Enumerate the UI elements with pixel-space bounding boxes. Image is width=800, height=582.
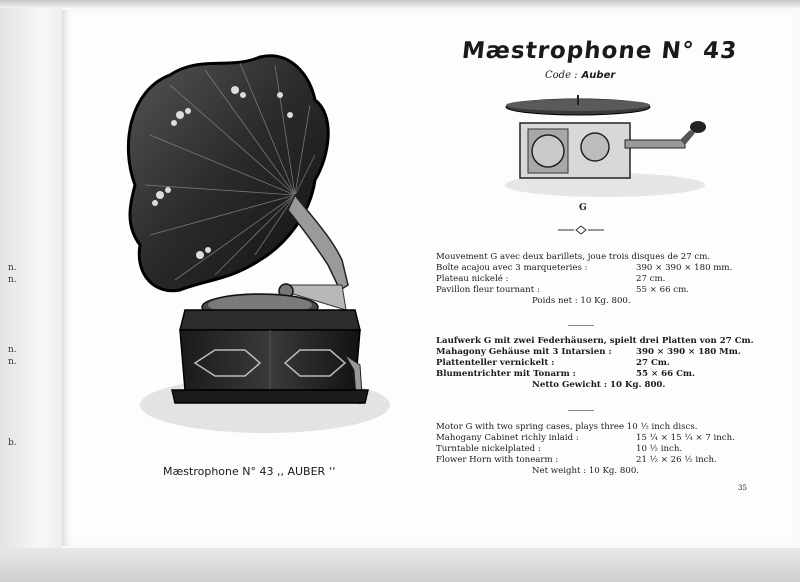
spec-row — [436, 380, 754, 391]
spec-row — [436, 347, 754, 358]
spec-value: 15 ¼ × 15 ¼ × 7 inch. — [636, 433, 735, 443]
top-shadow — [0, 0, 800, 8]
spec-text: Flower Horn with tonearm : — [436, 455, 559, 465]
spec-row — [436, 422, 698, 433]
spec-row — [436, 369, 754, 380]
spec-text: Plateau nickelé : — [436, 274, 509, 284]
section-divider — [568, 325, 594, 326]
spec-text: Motor G with two spring cases, plays three 10 ½ inch discs. — [436, 422, 698, 432]
edge-letter: n. — [8, 275, 17, 285]
spec-row — [436, 263, 733, 274]
edge-letter: n. — [8, 357, 17, 367]
spec-english — [436, 422, 735, 477]
spec-value: 27 cm. — [636, 274, 666, 284]
spec-row — [436, 296, 710, 307]
spec-row — [436, 285, 710, 296]
spec-row — [436, 444, 698, 455]
spec-text: Mouvement G avec deux barillets, joue trois disques de 27 cm. — [436, 252, 711, 262]
motor-mechanism-illustration — [500, 95, 710, 200]
spec-value: 390 × 390 × 180 Mm. — [636, 347, 741, 357]
spec-value: 10 ½ inch. — [636, 444, 683, 454]
spec-text: Plattenteller vernickelt : — [436, 358, 555, 368]
spec-row — [436, 433, 735, 444]
spec-value: 27 Cm. — [636, 358, 670, 368]
spec-text: Pavillon fleur tournant : — [436, 285, 540, 295]
spec-german — [436, 336, 754, 391]
gramophone-illustration — [110, 45, 400, 440]
spec-text: Laufwerk G mit zwei Federhäusern, spielt drei Platten von 27 Cm. — [436, 336, 754, 346]
spec-text: Turntable nickelplated : — [436, 444, 541, 454]
spec-text: Boîte acajou avec 3 marqueteries : — [436, 263, 588, 273]
product-title: Mæstrophone N° 43 — [460, 38, 739, 64]
spec-value: 21 ½ × 26 ½ inch. — [636, 455, 717, 465]
edge-letter: n. — [8, 263, 17, 273]
edge-letter: n. — [8, 345, 17, 355]
illustration-caption: Mæstrophone N° 43 ,, AUBER ‘‘ — [163, 465, 336, 478]
spec-weight: Poids net : 10 Kg. 800. — [532, 296, 631, 306]
spec-weight: Netto Gewicht : 10 Kg. 800. — [532, 380, 666, 390]
spec-french — [436, 252, 733, 307]
previous-page-edge — [0, 8, 62, 548]
spec-row — [436, 336, 754, 347]
page-number: 35 — [738, 484, 747, 492]
section-divider — [568, 410, 594, 411]
figure-label: G — [579, 203, 587, 213]
spec-text: Blumentrichter mit Tonarm : — [436, 369, 576, 379]
spec-text: Mahagony Gehäuse mit 3 Intarsien : — [436, 347, 612, 357]
code-line — [545, 70, 615, 81]
code-label: Code : — [545, 70, 578, 81]
spec-value: 390 × 390 × 180 mm. — [636, 263, 733, 273]
spec-text: Mahogany Cabinet richly inlaid : — [436, 433, 579, 443]
ornament-icon — [558, 225, 604, 235]
spec-value: 55 × 66 Cm. — [636, 369, 696, 379]
spec-row — [436, 358, 754, 369]
code-value: Auber — [581, 70, 616, 81]
spec-value: 55 × 66 cm. — [636, 285, 689, 295]
spec-weight: Net weight : 10 Kg. 800. — [532, 466, 640, 476]
spec-row — [436, 252, 710, 263]
spec-row — [436, 455, 717, 466]
spec-row — [436, 274, 710, 285]
bottom-shadow — [0, 548, 800, 582]
edge-letter: b. — [8, 438, 17, 448]
spec-row — [436, 466, 698, 477]
